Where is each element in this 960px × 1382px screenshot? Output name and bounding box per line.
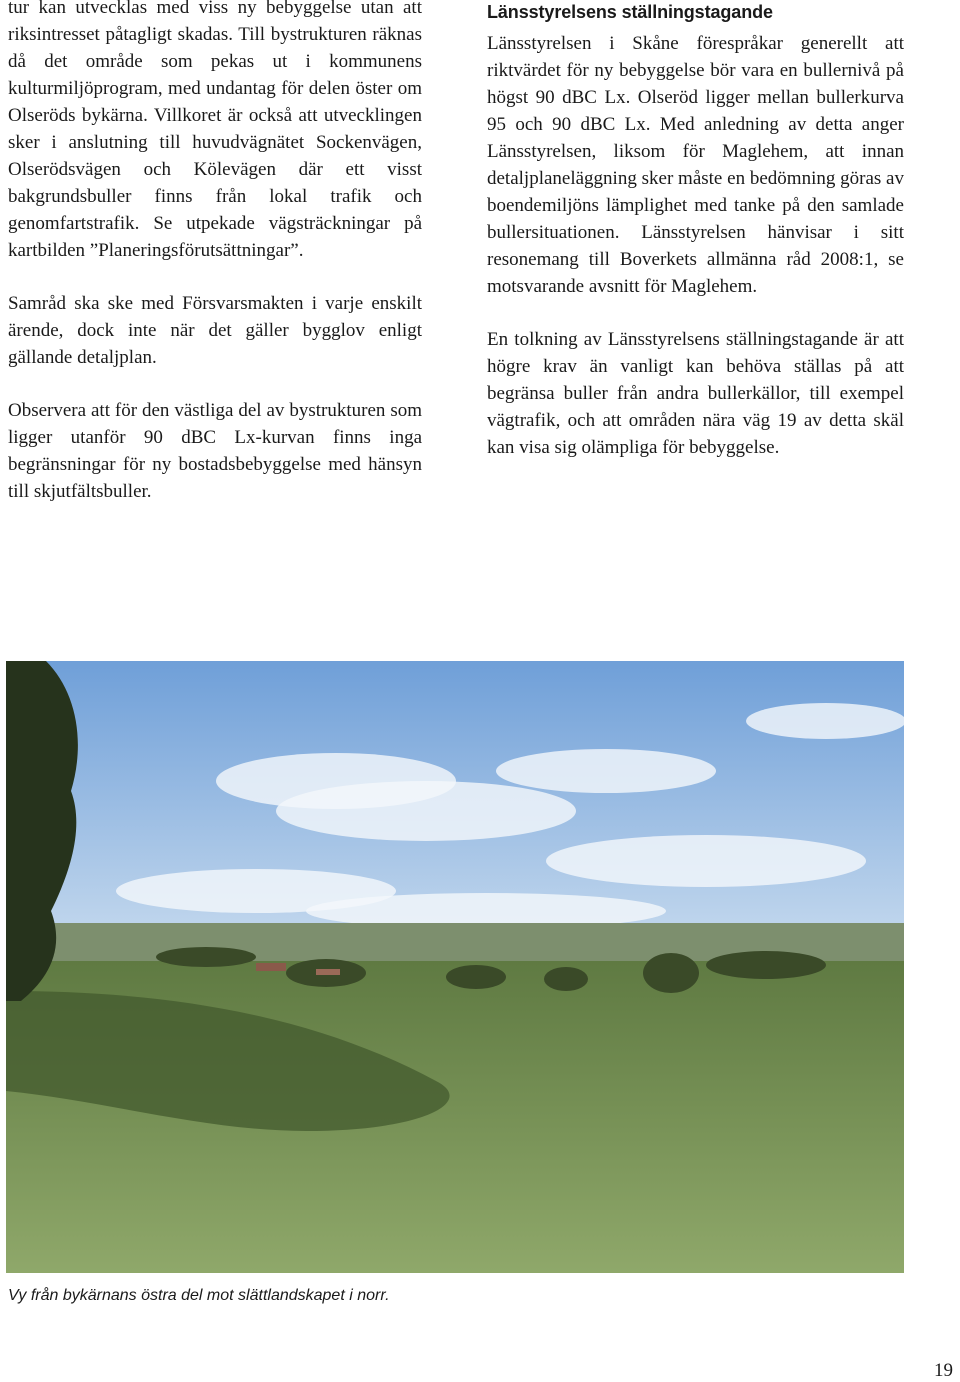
- body-paragraph: tur kan utvecklas med viss ny bebyggelse utan att riksintresset påtagligt skadas. Till bystrukturen räknas då det område som pekas ut i kommunens kulturmiljöprogram, med undantag för delen öster om Olseröds bykärna. Villkoret är också att utvecklingen sker i anslutning till huvudvägnätet Sockenvägen, Olserödsvägen och Kölevägen där ett visst bakgrundsbuller finns från lokal trafik och genomfartstrafik. Se utpekade vägsträckningar på kartbilden ”Planeringsförutsättningar”.: [8, 0, 422, 261]
- body-paragraph: Länsstyrelsen i Skåne förespråkar generellt att riktvärdet för ny bebyggelse bör vara en bullernivå på högst 90 dBC Lx. Olseröd ligger mellan bullerkurva 95 och 90 dBC Lx. Med anledning av detta anger Länsstyrelsen, liksom för Maglehem, att innan detaljplaneläggning sker måste en bedömning göras av boendemiljöns lämplighet med tanke på den samlade bullersituationen. Länsstyrelsen hänvisar i sitt resonemang till Boverkets allmänna råd 2008:1, se motsvarande avsnitt för Maglehem.: [487, 33, 904, 297]
- page-number: 19: [934, 1360, 953, 1381]
- body-paragraph: Samråd ska ske med Försvarsmakten i varje enskilt ärende, dock inte när det gäller bygglov enligt gällande detaljplan.: [8, 293, 422, 368]
- landscape-photo: [6, 661, 904, 1273]
- section-heading: Länsstyrelsens ställningstagande: [487, 2, 773, 22]
- photo-caption: Vy från bykärnans östra del mot slättlandskapet i norr.: [8, 1287, 390, 1304]
- body-paragraph: Observera att för den västliga del av bystrukturen som ligger utanför 90 dBC Lx-kurvan finns inga begränsningar för ny bostadsbebyggelse med hänsyn till skjutfältsbuller.: [8, 400, 422, 502]
- body-paragraph: En tolkning av Länsstyrelsens ställningstagande är att högre krav än vanligt kan behöva ställas på att begränsa buller från andra bullerkällor, till exempel vägtrafik, och att områden nära väg 19 av detta skäl kan visa sig olämpliga för bebyggelse.: [487, 329, 904, 458]
- left-text-column: [8, 0, 422, 531]
- right-text-column: [487, 0, 904, 487]
